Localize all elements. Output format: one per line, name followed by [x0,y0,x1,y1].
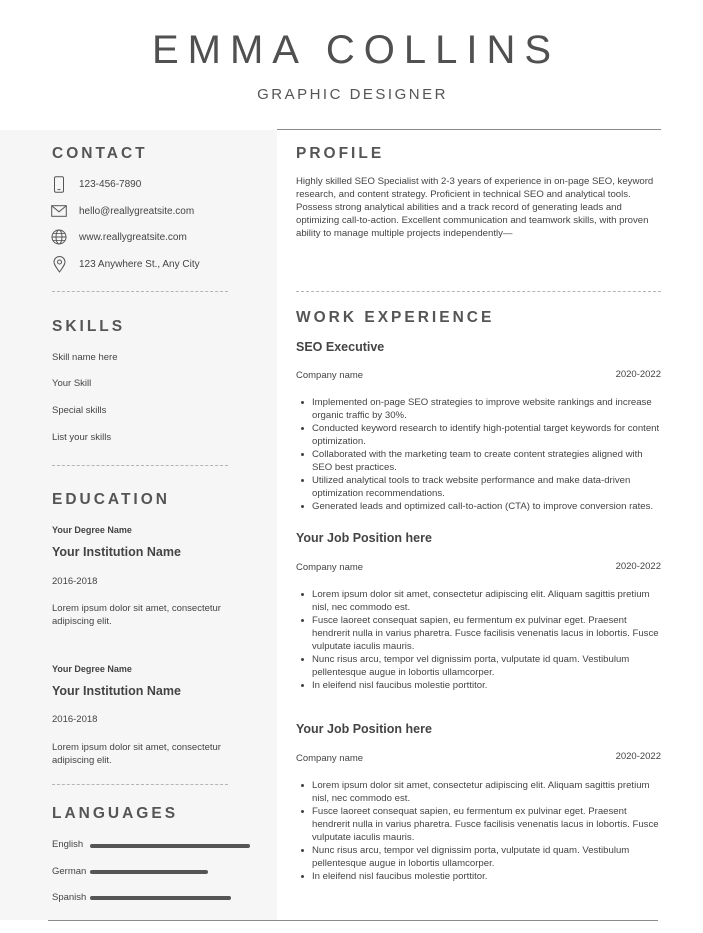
language-name: Spanish [52,892,87,903]
footer-divider [48,920,658,921]
skill-item: Special skills [52,405,107,416]
job-title: SEO Executive [296,340,385,354]
job-bullet: Lorem ipsum dolor sit amet, consectetur adipiscing elit. Aliquam sagittis pretium nisl, nec commodo est. [312,588,664,614]
contact-phone [51,175,141,193]
job-dates: 2020-2022 [615,561,661,572]
sidebar-divider [52,465,228,466]
education-years: 2016-2018 [52,576,98,587]
job-bullet: In eleifend nisl faucibus molestie porttitor. [312,679,664,692]
contact-email [51,202,194,220]
education-heading: EDUCATION [52,491,170,508]
sidebar-divider [52,291,228,292]
skill-item: List your skills [52,432,112,443]
job-bullet: Fusce laoreet consequat sapien, eu fermentum ex pulvinar eget. Praesent hendrerit nulla in varius pharetra. Fusce facilisis venenatis lacus in lobortis. Fusce vulputate iaculis mauris. [312,614,664,653]
contact-heading: CONTACT [52,145,148,162]
job-bullets [312,779,664,883]
globe-icon [51,228,67,246]
education-years: 2016-2018 [52,714,98,725]
languages-heading: LANGUAGES [52,805,179,822]
profile-summary: Highly skilled SEO Specialist with 2-3 years of experience in on-page SEO, keyword research, and content strategy. Proficient in technical SEO and analytical tools. Possess strong analytical abilities and a track record of generating leads and optimizing call-to-action. Excellent communication and teamwork skills, with proven ability to manage multiple projects independently— [296,176,654,239]
location-pin-icon [51,255,67,273]
job-bullet: Generated leads and optimized call-to-action (CTA) to improve conversion rates. [312,500,664,513]
language-name: German [52,866,87,877]
job-bullets [312,588,664,692]
section-divider [296,291,661,292]
job-bullet: Implemented on-page SEO strategies to improve website rankings and increase organic traffic by 30%. [312,396,664,422]
contact-website [51,228,187,246]
candidate-name: EMMA COLLINS [151,28,561,72]
job-dates: 2020-2022 [615,751,661,762]
profile-heading: PROFILE [296,145,385,162]
header-divider [277,129,661,130]
language-level-bar [90,870,208,874]
job-title: Your Job Position here [296,531,432,545]
street-address: 123 Anywhere St., Any City [79,258,200,270]
company-name: Company name [296,753,364,764]
experience-heading: WORK EXPERIENCE [296,309,495,326]
language-level-bar [90,844,250,848]
education-description: Lorem ipsum dolor sit amet, consectetur adipiscing elit. [52,603,221,627]
degree-name: Your Degree Name [52,525,132,535]
resume-header [0,0,703,130]
education-description: Lorem ipsum dolor sit amet, consectetur adipiscing elit. [52,742,221,766]
job-bullet: Collaborated with the marketing team to create content strategies aligned with SEO best practices. [312,448,664,474]
degree-name: Your Degree Name [52,664,132,674]
candidate-title: GRAPHIC DESIGNER [257,86,448,103]
job-bullet: Lorem ipsum dolor sit amet, consectetur adipiscing elit. Aliquam sagittis pretium nisl, nec commodo est. [312,779,664,805]
job-dates: 2020-2022 [615,369,661,380]
email-icon [51,202,67,220]
skill-item: Your Skill [52,378,92,389]
job-bullet: Conducted keyword research to identify high-potential target keywords for content optimization. [312,422,664,448]
job-bullet: Fusce laoreet consequat sapien, eu fermentum ex pulvinar eget. Praesent hendrerit nulla in varius pharetra. Fusce facilisis venenatis lacus in lobortis. Fusce vulputate iaculis mauris. [312,805,664,844]
sidebar [0,130,277,920]
job-title: Your Job Position here [296,722,432,736]
language-level-bar [90,896,231,900]
sidebar-divider [52,784,228,785]
skill-item: Skill name here [52,352,118,363]
job-bullet: Nunc risus arcu, tempor vel dignissim porta, vulputate id quam. Vestibulum pellentesque augue in lobortis ullamcorper. [312,844,664,870]
phone-icon [51,175,67,193]
job-bullet: Nunc risus arcu, tempor vel dignissim porta, vulputate id quam. Vestibulum pellentesque augue in lobortis ullamcorper. [312,653,664,679]
phone-number[interactable]: 123-456-7890 [79,178,142,190]
contact-address [51,255,200,273]
company-name: Company name [296,370,364,381]
institution-name: Your Institution Name [52,684,181,698]
email-address[interactable]: hello@reallygreatsite.com [79,205,195,217]
job-bullet: Utilized analytical tools to track website performance and make data-driven optimization recommendations. [312,474,664,500]
company-name: Company name [296,562,364,573]
language-name: English [52,839,84,850]
institution-name: Your Institution Name [52,545,181,559]
website-url[interactable]: www.reallygreatsite.com [79,231,187,243]
skills-heading: SKILLS [52,318,126,335]
job-bullets [312,396,664,513]
job-bullet: In eleifend nisl faucibus molestie porttitor. [312,870,664,883]
